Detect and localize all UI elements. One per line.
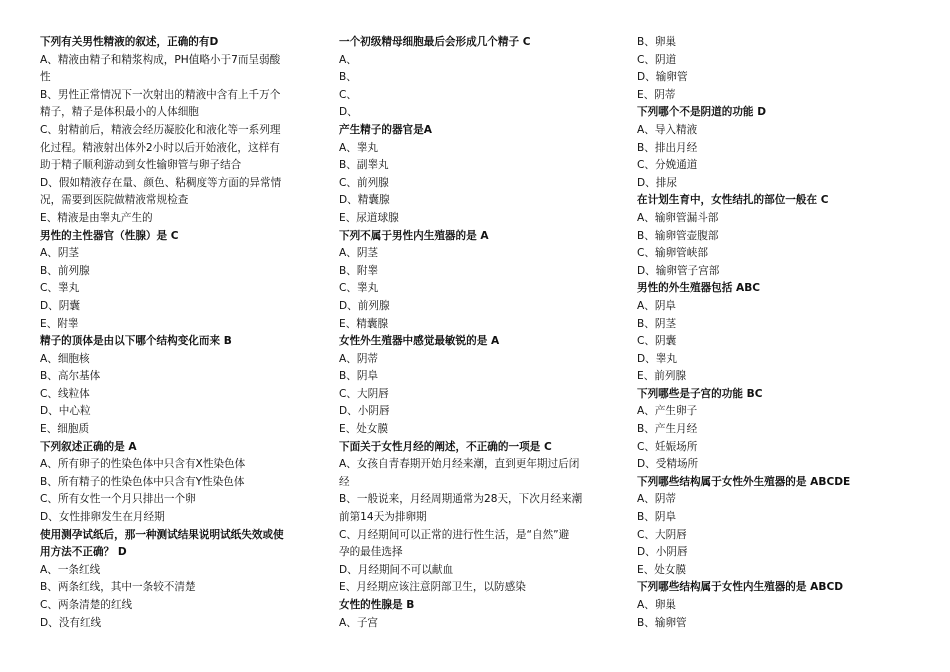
question-line: 男性的主性器官（性腺）是 C [40, 229, 179, 242]
option-line: B、产生月经 [637, 423, 698, 436]
question-line: 精子的顶体是由以下哪个结构变化而来 B [40, 335, 232, 348]
option-line: 经 [339, 475, 350, 488]
question-line: 下列不属于男性内生殖器的是 A [339, 229, 489, 242]
option-line: A、所有卵子的性染色体中只含有X性染色体 [40, 458, 246, 471]
option-line: A、 [339, 53, 357, 66]
option-line: B、 [339, 71, 357, 84]
text-column-1 [40, 34, 320, 632]
option-line: D、受精场所 [637, 458, 699, 471]
option-line: E、处女膜 [339, 423, 389, 436]
option-line: 精子，精子是体积最小的人体细胞 [40, 106, 199, 119]
option-line: D、 [339, 106, 358, 119]
option-line: C、睾丸 [339, 282, 379, 295]
option-line: C、阴囊 [637, 335, 677, 348]
option-line: D、精囊腺 [339, 194, 390, 207]
option-line: A、一条红线 [40, 563, 101, 576]
option-line: B、一般说来，月经周期通常为28天，下次月经来潮 [339, 493, 583, 506]
option-line: B、阴阜 [637, 511, 677, 524]
option-line: E、精囊腺 [339, 317, 389, 330]
option-line: A、导入精液 [637, 123, 698, 136]
option-line: A、子宫 [339, 616, 379, 629]
option-line: D、没有红线 [40, 616, 102, 629]
option-line: D、输卵管子宫部 [637, 264, 720, 277]
option-line: A、卵巢 [637, 599, 677, 611]
option-line: C、大阴唇 [637, 528, 687, 541]
question-line: 用方法不正确？ D [40, 546, 127, 559]
option-line: C、射精前后，精液会经历凝胶化和液化等一系列理 [40, 123, 281, 136]
option-line: A、阴阜 [637, 299, 677, 312]
option-line: A、阴茎 [339, 247, 379, 260]
option-line: C、输卵管峡部 [637, 247, 708, 260]
option-line: D、假如精液存在量、颜色、粘稠度等方面的异常情 [40, 176, 282, 189]
option-line: 助于精子顺利游动到女性输卵管与卵子结合 [40, 159, 242, 172]
option-line: C、 [339, 88, 357, 101]
option-line: D、女性排卵发生在月经期 [40, 511, 165, 524]
question-line: 下列哪些结构属于女性内生殖器的是 ABCD [637, 581, 844, 594]
option-line: B、卵巢 [637, 36, 677, 48]
question-line: 下面关于女性月经的阐述，不正确的一项是 C [339, 440, 552, 453]
option-line: 化过程。精液射出体外2小时以后开始液化，这样有 [40, 141, 280, 154]
option-line: A、细胞核 [40, 352, 90, 365]
option-line: 孕的最佳选择 [339, 546, 403, 559]
option-line: D、月经期间不可以献血 [339, 563, 454, 576]
option-line: C、前列腺 [339, 176, 389, 189]
option-line: D、输卵管 [637, 71, 688, 84]
option-line: E、尿道球腺 [339, 211, 399, 224]
option-line: A、女孩自青春期开始月经来潮，直到更年期过后闭 [339, 458, 580, 471]
option-line: C、线粒体 [40, 387, 90, 400]
question-line: 产生精子的器官是A [339, 123, 432, 136]
option-line: D、中心粒 [40, 405, 91, 418]
question-line: 男性的外生殖器包括 ABC [637, 282, 761, 295]
option-line: D、小阴唇 [339, 405, 390, 418]
option-line: A、输卵管漏斗部 [637, 211, 719, 224]
option-line: A、阴茎 [40, 247, 80, 260]
option-line: 性 [40, 71, 51, 84]
question-line: 一个初级精母细胞最后会形成几个精子 C [339, 36, 531, 48]
option-line: B、前列腺 [40, 264, 90, 277]
option-line: C、妊娠场所 [637, 440, 698, 453]
option-line: C、分娩通道 [637, 159, 698, 172]
option-line: D、阴囊 [40, 299, 80, 312]
option-line: B、阴阜 [339, 370, 379, 383]
question-line: 下列哪些结构属于女性外生殖器的是 ABCDE [637, 475, 851, 488]
option-line: A、阴蒂 [637, 493, 677, 506]
option-line: B、副睾丸 [339, 159, 389, 172]
option-line: A、阴蒂 [339, 352, 379, 365]
option-line: B、输卵管壶腹部 [637, 229, 719, 242]
option-line: D、前列腺 [339, 299, 390, 312]
option-line: D、排尿 [637, 176, 677, 189]
option-line: E、精液是由睾丸产生的 [40, 211, 153, 224]
option-line: C、月经期间可以正常的进行性生活，是“自然”避 [339, 528, 570, 541]
option-line: 前第14天为排卵期 [339, 511, 427, 524]
question-line: 下列叙述正确的是 A [40, 440, 137, 453]
option-line: A、睾丸 [339, 141, 379, 154]
option-line: A、产生卵子 [637, 405, 698, 418]
option-line: E、前列腺 [637, 370, 687, 383]
question-line: 下列哪个不是阴道的功能 D [637, 106, 767, 119]
option-line: E、附睾 [40, 317, 79, 330]
question-line: 使用测孕试纸后，那一种测试结果说明试纸失效或使 [40, 528, 284, 541]
option-line: B、两条红线，其中一条较不清楚 [40, 581, 196, 594]
option-line: B、所有精子的性染色体中只含有Y性染色体 [40, 475, 245, 488]
option-line: E、处女膜 [637, 563, 687, 576]
question-line: 下列哪些是子宫的功能 BC [637, 387, 763, 400]
option-line: B、男性正常情况下一次射出的精液中含有上千万个 [40, 88, 281, 101]
question-line: 女性外生殖器中感觉最敏锐的是 A [339, 335, 500, 348]
option-line: C、所有女性一个月只排出一个卵 [40, 493, 196, 506]
option-line: B、排出月经 [637, 141, 698, 154]
option-line: C、阴道 [637, 53, 677, 66]
question-line: 女性的性腺是 B [339, 599, 415, 611]
option-line: B、附睾 [339, 264, 379, 277]
option-line: A、精液由精子和精浆构成，PH值略小于7而呈弱酸 [40, 53, 281, 66]
option-line: B、输卵管 [637, 616, 687, 629]
option-line: D、小阴唇 [637, 546, 688, 559]
option-line: C、睾丸 [40, 282, 80, 295]
text-column-3 [637, 34, 897, 632]
option-line: D、睾丸 [637, 352, 677, 365]
option-line: B、阴茎 [637, 317, 677, 330]
option-line: E、月经期应该注意阴部卫生，以防感染 [339, 581, 526, 594]
option-line: C、两条清楚的红线 [40, 599, 133, 611]
option-line: C、大阴唇 [339, 387, 389, 400]
option-line: E、细胞质 [40, 423, 90, 436]
option-line: 况，需要到医院做精液常规检查 [40, 194, 189, 207]
question-line: 下列有关男性精液的叙述，正确的有D [40, 36, 219, 48]
question-line: 在计划生育中，女性结扎的部位一般在 C [637, 194, 829, 207]
option-line: B、高尔基体 [40, 370, 101, 383]
text-column-2 [339, 34, 615, 632]
option-line: E、阴蒂 [637, 88, 676, 101]
